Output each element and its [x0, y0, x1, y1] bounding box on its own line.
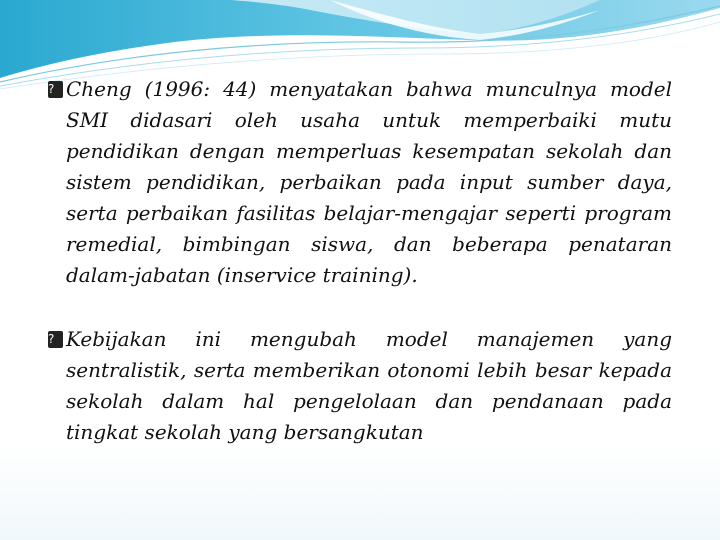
- bullet-glyph: ?: [48, 331, 63, 348]
- paragraph-2-text: Kebijakan ini mengubah model manajemen yang sentralistik, serta memberikan otonomi lebih besar kepada sekolah dalam hal pengelolaan dan pendanaan pada tingkat sekolah yang bersangkutan: [66, 327, 672, 444]
- paragraph-2: [48, 324, 672, 448]
- paragraph-1: [48, 74, 672, 291]
- slide-body: [48, 74, 672, 448]
- paragraph-1-text: Cheng (1996: 44) menyatakan bahwa munculnya model SMI didasari oleh usaha untuk memperbaiki mutu pendidikan dengan memperluas kesempatan sekolah dan sistem pendidikan, perbaikan pada input sumber daya, serta perbaikan fasilitas belajar-mengajar seperti program remedial, bimbingan siswa, dan beberapa penataran dalam-jabatan (inservice training).: [66, 77, 672, 287]
- bullet-glyph: ?: [48, 81, 63, 98]
